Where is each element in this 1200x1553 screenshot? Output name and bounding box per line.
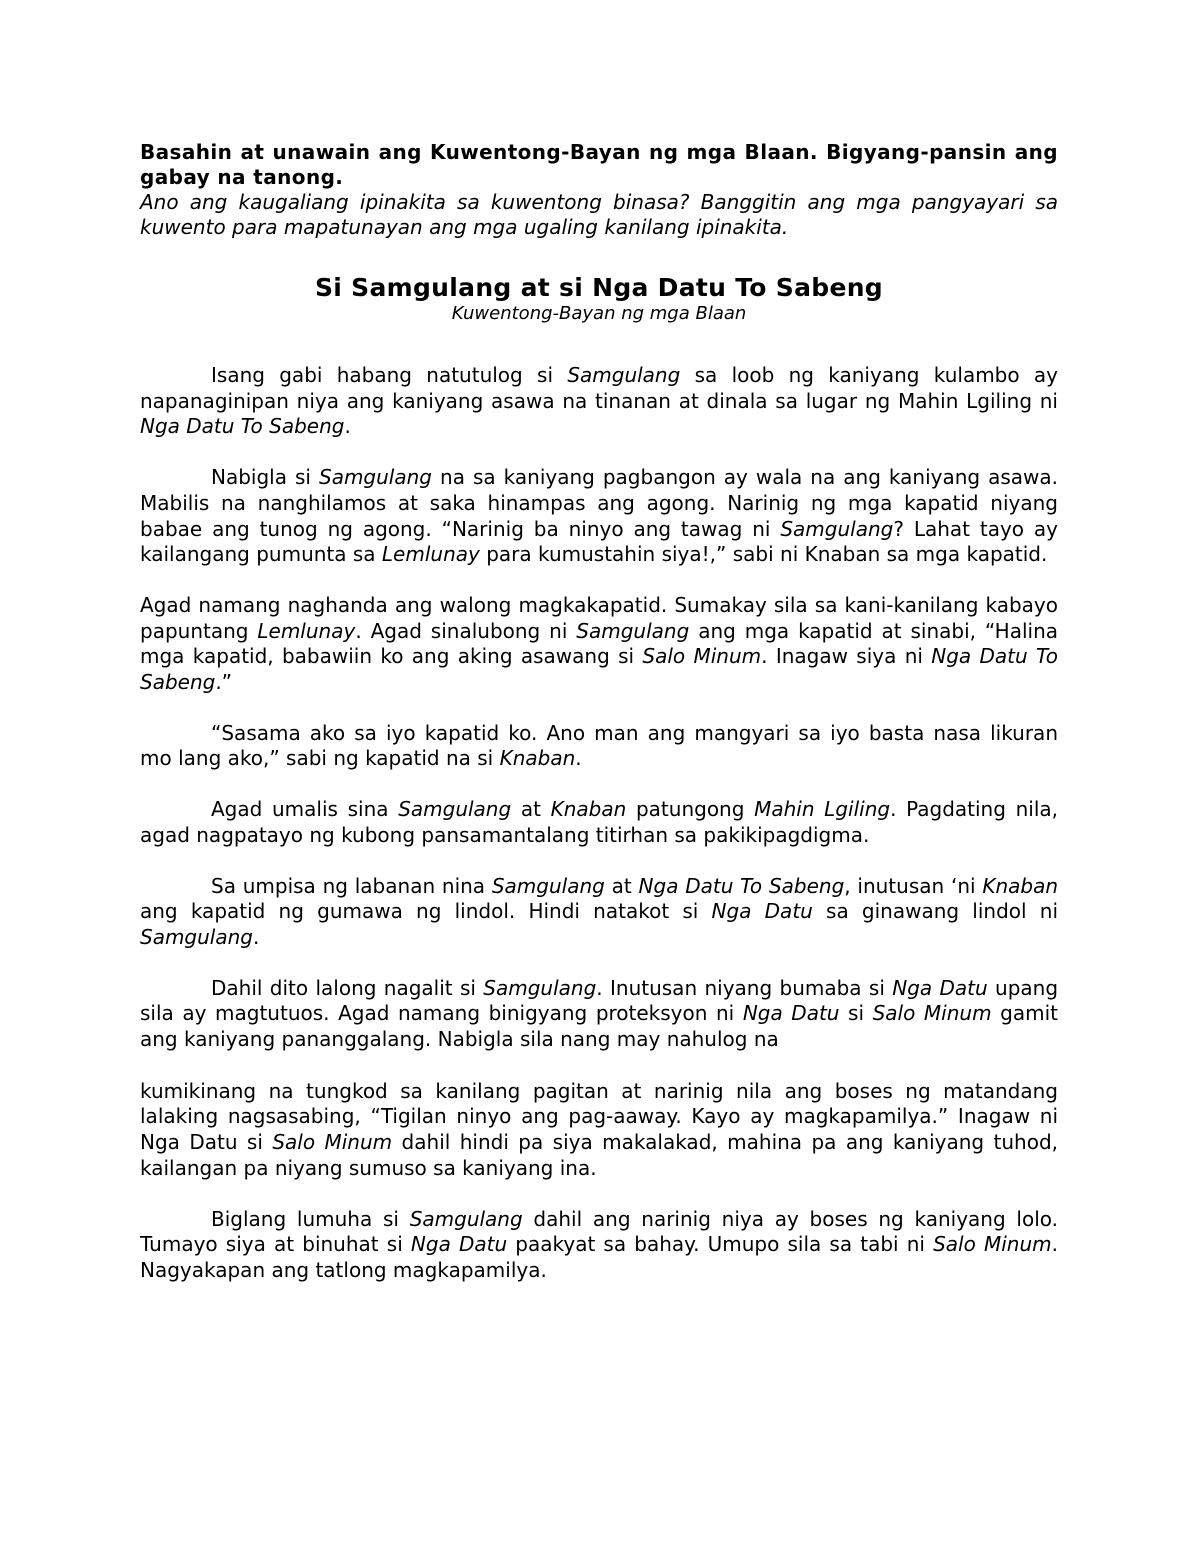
emphasized-name: Nga Datu To Sabeng: [638, 873, 845, 898]
emphasized-name: Salo Minum: [642, 644, 762, 669]
paragraph-text: . Inagaw siya ni: [761, 644, 932, 669]
paragraph-text: .: [344, 414, 351, 439]
paragraph-text: dahil ang narinig niya ay boses ng kaniyang lolo. Tumayo siya at binuhat si: [140, 1206, 1059, 1257]
story-paragraph: [140, 976, 1058, 1053]
emphasized-name: Lemlunay: [257, 618, 356, 643]
story-paragraph: [140, 874, 1058, 951]
paragraph-text: . Nagyakapan ang tatlong magkapamilya.: [140, 1232, 1059, 1282]
story-paragraph: [140, 465, 1058, 568]
emphasized-name: Nga Datu: [410, 1232, 508, 1257]
story-paragraph: [140, 797, 1058, 848]
paragraph-text: . Pagdating nila, agad nagpatayo ng kubong pansamantalang titirhan sa pakikipagdigma.: [140, 797, 1058, 847]
story-body: [140, 363, 1058, 1284]
paragraph-text: , inutusan ‘ni: [844, 873, 983, 898]
emphasized-name: Nga Datu: [711, 899, 813, 924]
document-page: [140, 140, 1058, 1309]
paragraph-text: kumikinang na tungkod sa kanilang pagitan at narinig nila ang boses ng matandang lalaking nagsasabing, “Tigilan ninyo ang pag-aaway. Kayo ay magkapamilya.” Inagaw ni Nga Datu si: [140, 1078, 1058, 1155]
paragraph-text: . Agad sinalubong ni: [355, 618, 577, 643]
paragraph-text: na sa kaniyang pagbangon ay wala na ang kaniyang asawa. Mabilis na nanghilamos at saka hinampas ang agong. Narinig ng mga kapatid niyang babae ang tunog ng agong. “Narinig ba ninyo ang tawag ni: [140, 465, 1059, 541]
paragraph-text: Sa umpisa ng labanan nina: [211, 873, 492, 898]
paragraph-text: Agad umalis sina: [211, 797, 399, 822]
emphasized-name: Samgulang: [576, 618, 690, 643]
paragraph-text: ang mga kapatid at sinabi, “Halina mga kapatid, babawiin ko ang aking asawang si: [140, 618, 1059, 669]
paragraph-text: .”: [215, 670, 233, 695]
paragraph-text: Nabigla si: [211, 465, 319, 490]
guide-question: Ano ang kaugaliang ipinakita sa kuwentong binasa? Banggitin ang mga pangyayari sa kuwento para mapatunayan ang mga ugaling kanilang ipinakita.: [140, 190, 1058, 239]
paragraph-text: at: [604, 873, 639, 898]
emphasized-name: Salo Minum: [933, 1232, 1052, 1257]
paragraph-text: “Sasama ako sa iyo kapatid ko. Ano man ang mangyari sa iyo basta nasa likuran mo lang ako,” sabi ng kapatid na si: [140, 720, 1058, 771]
instructions-task: Basahin at unawain ang Kuwentong-Bayan ng mga Blaan. Bigyang-pansin ang gabay na tanong.: [140, 140, 1058, 189]
story-paragraph: [140, 721, 1058, 772]
paragraph-text: Biglang lumuha si: [211, 1206, 410, 1231]
emphasized-name: Samgulang: [398, 797, 512, 822]
paragraph-text: Isang gabi habang natutulog si: [211, 363, 568, 387]
paragraph-text: upang sila ay magtutuos. Agad namang binigyang proteksyon ni: [140, 975, 1059, 1026]
paragraph-text: ? Lahat tayo ay kailangang pumunta sa: [140, 516, 1058, 567]
story-paragraph: [140, 593, 1058, 696]
paragraph-text: ang kapatid ng gumawa ng lindol. Hindi natakot si: [140, 899, 712, 924]
story-paragraph: [140, 363, 1058, 440]
paragraph-text: at: [511, 797, 551, 822]
paragraph-text: .: [253, 924, 260, 949]
emphasized-name: Salo Minum: [872, 1001, 992, 1026]
emphasized-name: Salo Minum: [272, 1130, 393, 1155]
paragraph-text: para kumustahin siya!,” sabi ni Knaban sa mga kapatid.: [479, 542, 1048, 567]
emphasized-name: Knaban: [550, 797, 627, 822]
paragraph-text: paakyat sa bahay. Umupo sila sa tabi ni: [507, 1232, 934, 1257]
emphasized-name: Samgulang: [483, 975, 597, 1000]
instructions-block: [140, 140, 1058, 240]
emphasized-name: Nga Datu: [892, 975, 988, 1000]
paragraph-text: Dahil dito lalong nagalit si: [211, 975, 484, 1000]
emphasized-name: Lemlunay: [381, 542, 480, 567]
paragraph-text: dahil hindi pa siya makalakad, mahina pa ang kaniyang tuhod, kailangan pa niyang sumuso sa kaniyang ina.: [140, 1130, 1058, 1180]
emphasized-name: Samgulang: [491, 873, 605, 898]
emphasized-name: Samgulang: [140, 924, 253, 949]
emphasized-name: Samgulang: [567, 363, 681, 387]
emphasized-name: Nga Datu To Sabeng: [140, 414, 345, 439]
emphasized-name: Nga Datu: [742, 1001, 840, 1026]
story-subtitle: Kuwentong-Bayan ng mga Blaan: [451, 303, 747, 324]
emphasized-name: Samgulang: [319, 465, 432, 490]
story-paragraph: [140, 1079, 1058, 1182]
story-paragraph: [140, 1207, 1058, 1284]
paragraph-text: gamit ang kaniyang pananggalang. Nabigla sila nang may nahulog na: [140, 1001, 1058, 1052]
paragraph-text: . Inutusan niyang bumaba si: [596, 975, 893, 1000]
paragraph-text: patungong: [626, 797, 755, 822]
emphasized-name: Knaban: [499, 746, 576, 771]
emphasized-name: Mahin Lgiling: [754, 797, 891, 822]
story-title: Si Samgulang at si Nga Datu To Sabeng: [314, 273, 883, 302]
emphasized-name: Nga Datu To Sabeng: [140, 644, 1058, 695]
paragraph-text: sa ginawang lindol ni: [812, 899, 1058, 924]
emphasized-name: Samgulang: [780, 516, 894, 541]
paragraph-text: .: [575, 746, 582, 771]
emphasized-name: Samgulang: [409, 1206, 523, 1231]
emphasized-name: Knaban: [982, 873, 1059, 898]
paragraph-text: Agad namang naghanda ang walong magkakapatid. Sumakay sila sa kani-kanilang kabayo papuntang: [140, 592, 1058, 643]
paragraph-text: si: [839, 1001, 873, 1026]
paragraph-text: sa loob ng kaniyang kulambo ay napanaginipan niya ang kaniyang asawa na tinanan at dinala sa lugar ng Mahin Lgiling ni: [140, 363, 1058, 413]
